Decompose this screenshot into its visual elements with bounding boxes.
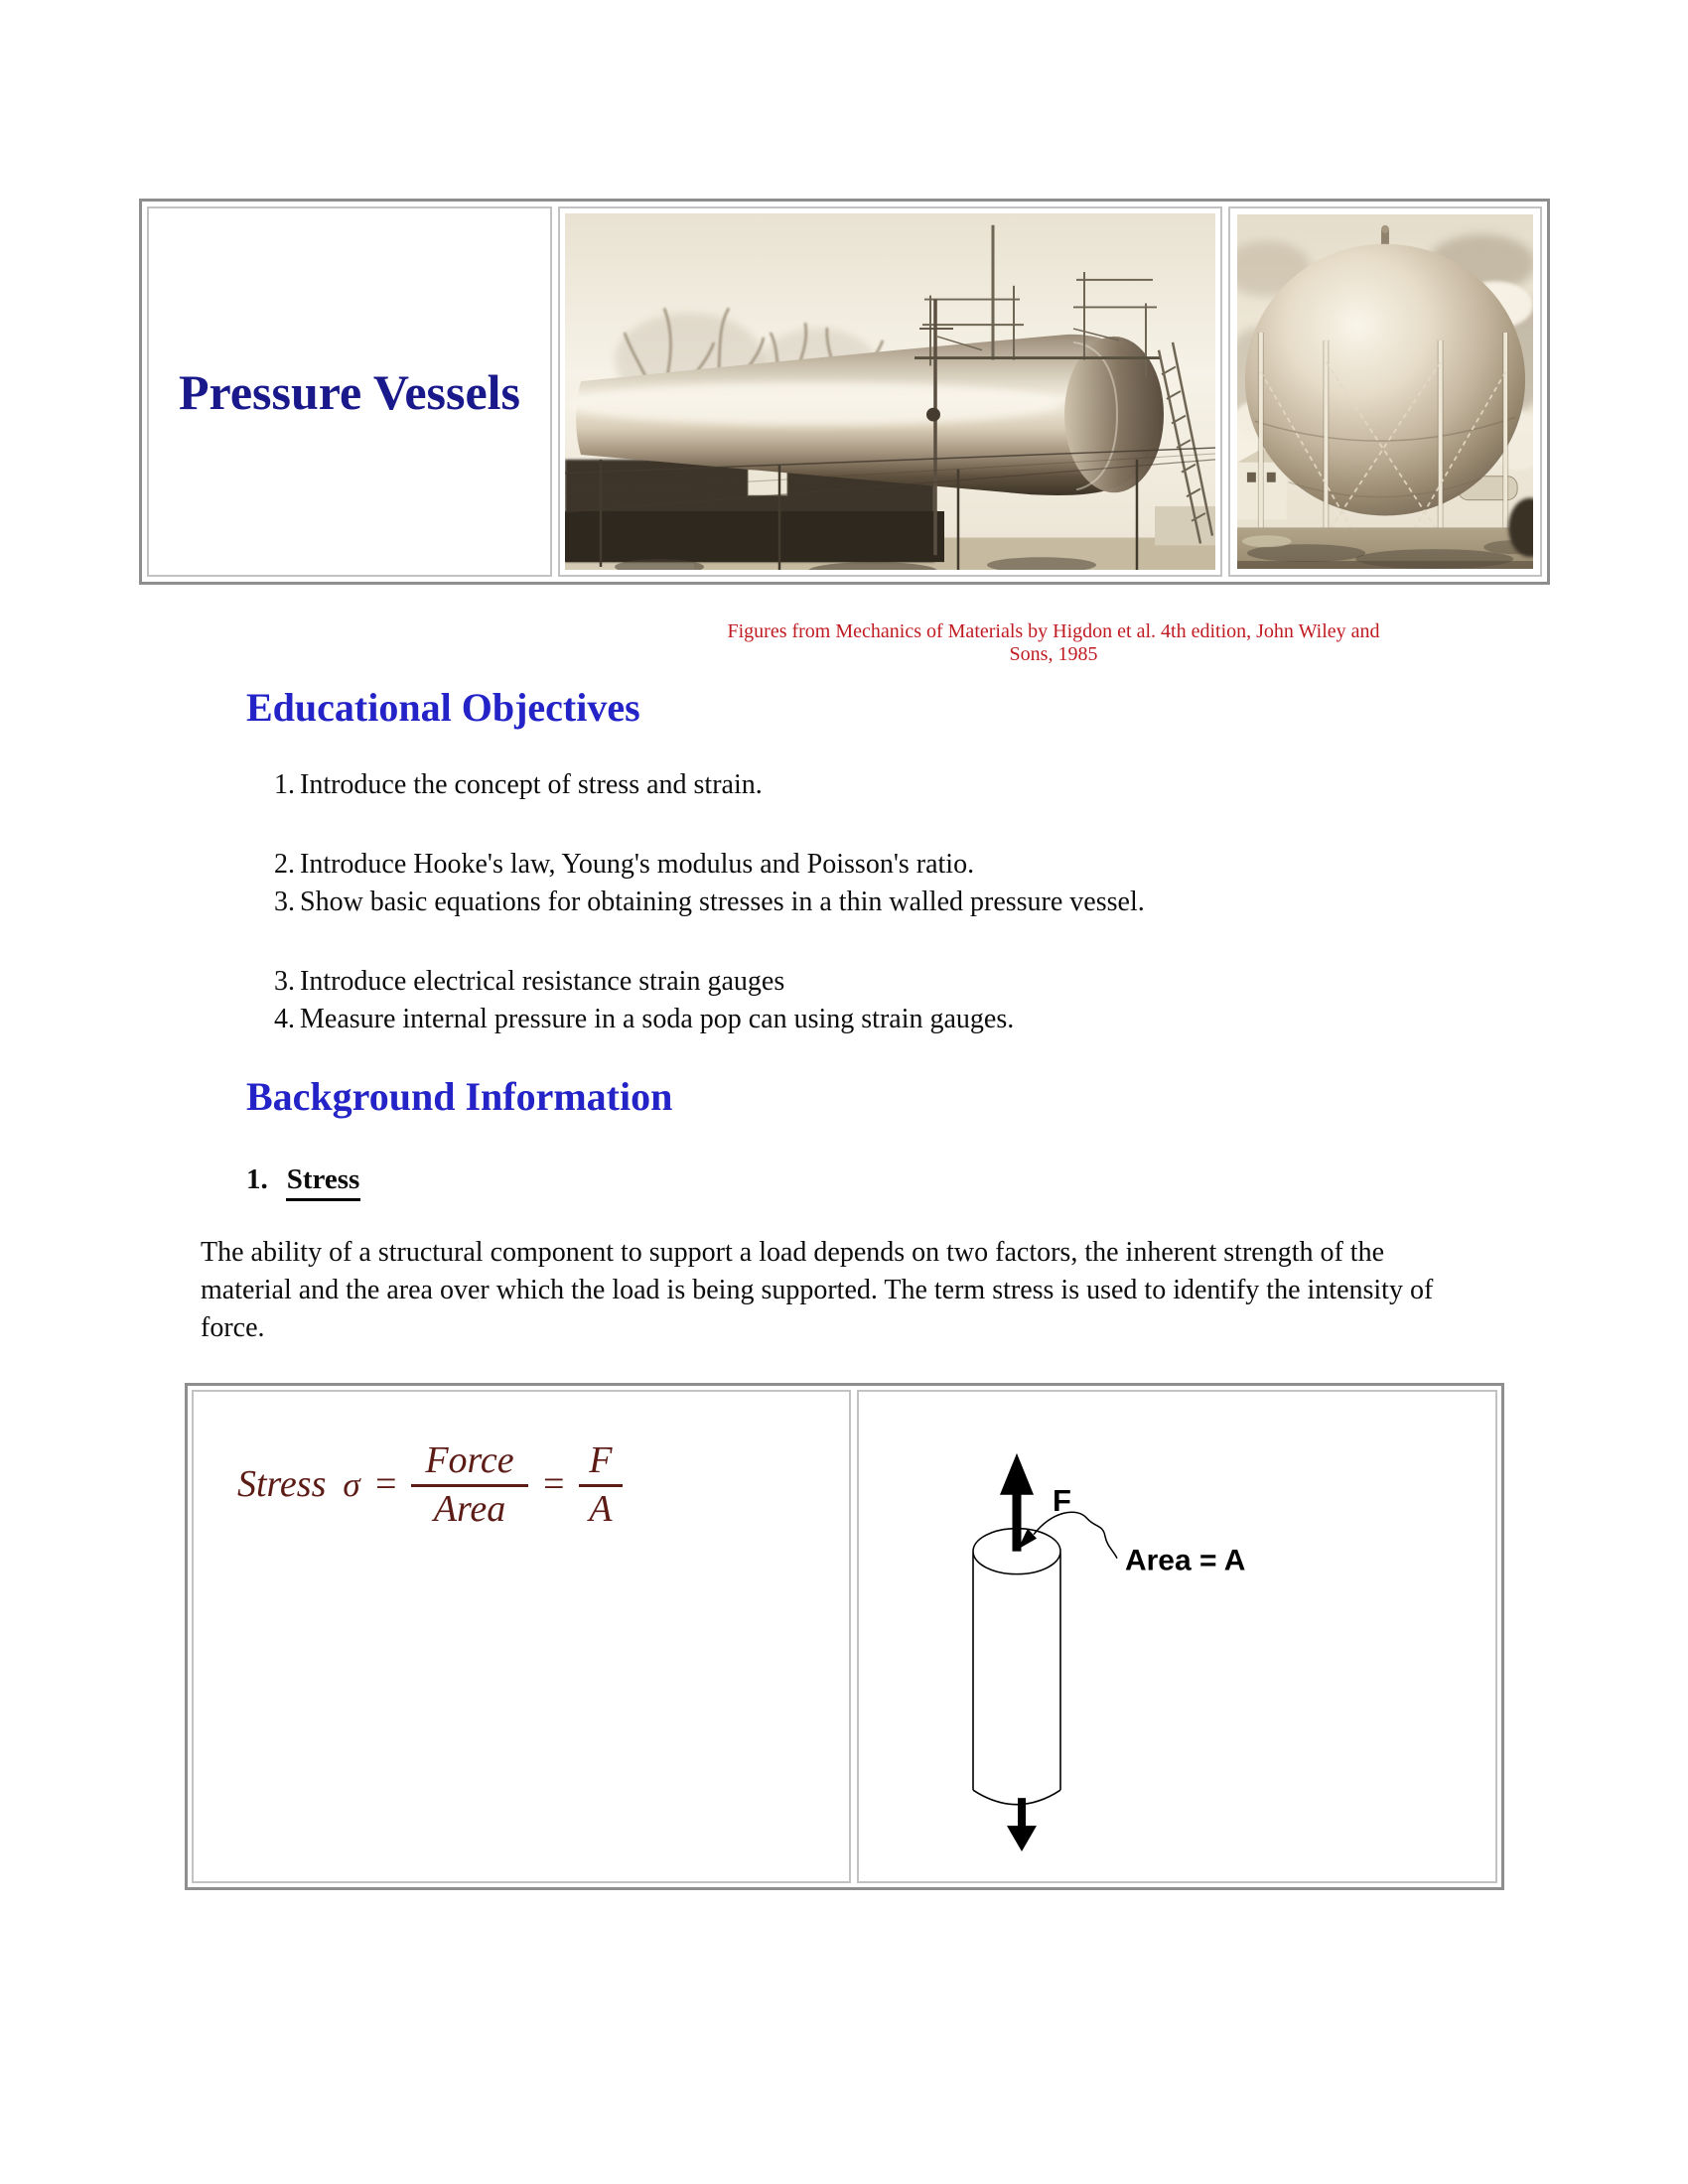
force-area-fraction <box>411 1441 527 1530</box>
sigma-symbol: σ <box>343 1465 360 1505</box>
spherical-vessel-photo <box>1228 206 1542 577</box>
list-item <box>274 846 1145 884</box>
objectives-group <box>274 963 1145 1038</box>
sign <box>748 470 787 496</box>
cylinder-load-diagram <box>859 1392 1495 1881</box>
f-a-fraction <box>579 1441 622 1530</box>
list-item <box>274 963 1145 1001</box>
title-cell <box>147 206 552 577</box>
cylindrical-vessel-image <box>565 213 1215 570</box>
equals-sign: = <box>540 1463 567 1506</box>
subsection-number: 1. <box>246 1163 268 1195</box>
objectives-group <box>274 846 1145 921</box>
force-label: F <box>1053 1482 1071 1518</box>
objectives-list <box>274 766 1145 1038</box>
heading-educational-objectives: Educational Objectives <box>246 685 640 730</box>
spherical-vessel-image <box>1237 214 1533 569</box>
area-label: Area = A <box>1125 1544 1246 1577</box>
objectives-group <box>274 766 1145 804</box>
list-item-text: Introduce the concept of stress and strain. <box>300 769 763 800</box>
list-item <box>274 766 1145 804</box>
fraction-denominator: A <box>589 1487 613 1530</box>
subsection-stress <box>246 1163 360 1196</box>
list-item-text: Show basic equations for obtaining stresses in a thin walled pressure vessel. <box>300 887 1145 917</box>
list-item-text: Introduce Hooke's law, Young's modulus and Poisson's ratio. <box>300 849 975 880</box>
list-item-number: 1. <box>274 769 295 800</box>
list-item-number: 3. <box>274 887 295 917</box>
fraction-numerator: Force <box>411 1441 527 1487</box>
formula-cell <box>192 1390 851 1883</box>
fraction-numerator: F <box>579 1441 622 1487</box>
stress-formula <box>237 1441 623 1530</box>
list-item-number: 2. <box>274 849 295 880</box>
cylinder-outline <box>973 1529 1060 1805</box>
list-item-number: 4. <box>274 1004 295 1034</box>
cylindrical-vessel-photo <box>558 206 1222 577</box>
stress-paragraph: The ability of a structural component to support a load depends on two factors, the inherent strength of the material and the area over which the load is being supported. The term stress is used to identify the intensity of force. <box>201 1237 1434 1343</box>
heading-background-information: Background Information <box>246 1074 673 1119</box>
header-table <box>139 199 1550 585</box>
figure-caption: Figures from Mechanics of Materials by Higdon et al. 4th edition, John Wiley and Sons, 1985 <box>727 620 1380 665</box>
formula-table <box>185 1383 1504 1890</box>
list-item-number: 3. <box>274 966 295 997</box>
subsection-title: Stress <box>286 1163 361 1201</box>
fraction-denominator: Area <box>433 1487 506 1530</box>
list-item <box>274 1001 1145 1038</box>
equals-sign: = <box>372 1463 399 1506</box>
down-arrow <box>1007 1798 1037 1851</box>
list-item-text: Introduce electrical resistance strain gauges <box>300 966 785 997</box>
page-title: Pressure Vessels <box>179 363 520 420</box>
formula-label: Stress <box>237 1463 327 1506</box>
list-item-text: Measure internal pressure in a soda pop can using strain gauges. <box>300 1004 1015 1034</box>
list-item <box>274 884 1145 921</box>
diagram-cell <box>857 1390 1497 1883</box>
